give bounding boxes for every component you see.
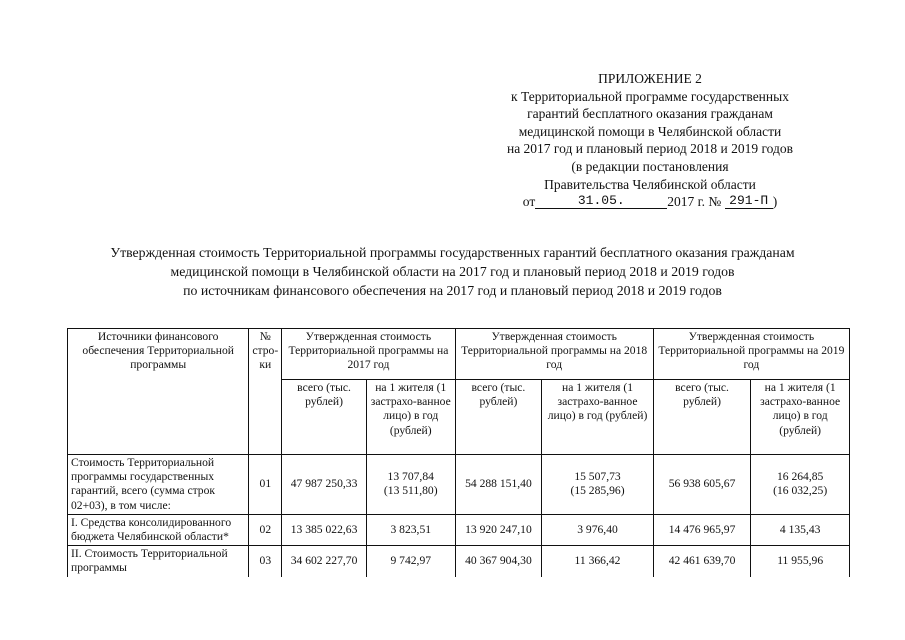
total-2017-cell: 47 987 250,33 <box>282 455 367 515</box>
per-capita-2017-cell: 3 823,51 <box>366 514 455 545</box>
header-per-capita-2018: на 1 жителя (1 застрахо-ванное лицо) в год (рублей) <box>542 380 654 455</box>
appendix-line-5: (в редакции постановления <box>571 158 729 174</box>
header-per-capita-2017: на 1 жителя (1 застрахо-ванное лицо) в год (рублей) <box>366 380 455 455</box>
cost-table <box>67 328 850 577</box>
appendix-line-3: медицинской помощи в Челябинской области <box>518 123 782 139</box>
row-number: 03 <box>249 546 282 577</box>
appendix-line-1: к Территориальной программе государственных <box>511 88 789 104</box>
per-capita-insured-value: (13 511,80) <box>383 484 438 498</box>
resolution-number: 291-П <box>725 194 773 209</box>
header-row-1 <box>68 329 850 380</box>
header-per-capita-2019: на 1 жителя (1 застрахо-ванное лицо) в год (рублей) <box>751 380 850 455</box>
header-year-2019: Утвержденная стоимость Территориальной программы на 2019 год <box>653 329 849 380</box>
total-2018-cell: 13 920 247,10 <box>455 514 542 545</box>
header-total-2018: всего (тыс. рублей) <box>455 380 542 455</box>
table-row <box>68 546 850 577</box>
total-2019-cell: 56 938 605,67 <box>653 455 751 515</box>
header-source: Источники финансового обеспечения Территориальной программы <box>68 329 249 455</box>
date-prefix: от <box>522 194 536 210</box>
close-paren: ) <box>772 194 778 210</box>
per-capita-value: 13 707,84 <box>387 470 434 484</box>
row-label: II. Стоимость Территориальной программы <box>68 546 249 577</box>
year-text: 2017 г. № <box>667 194 722 210</box>
per-capita-2019-cell: 4 135,43 <box>751 514 850 545</box>
appendix-line-4: на 2017 год и плановый период 2018 и 2019 годов <box>506 141 794 157</box>
header-total-2017: всего (тыс. рублей) <box>282 380 367 455</box>
per-capita-2017-cell <box>366 455 455 515</box>
total-2019-cell: 42 461 639,70 <box>653 546 751 577</box>
heading-line-2: медицинской помощи в Челябинской области на 2017 год и плановый период 2018 и 2019 годов <box>170 264 735 279</box>
header-row-no: № стро-ки <box>249 329 282 455</box>
table-row <box>68 514 850 545</box>
table-row <box>68 455 850 515</box>
per-capita-2017-cell: 9 742,97 <box>366 546 455 577</box>
per-capita-insured-value: (15 285,96) <box>570 484 625 498</box>
document-heading <box>40 243 865 300</box>
heading-line-1: Утвержденная стоимость Территориальной программы государственных гарантий бесплатного оказания гражданам <box>110 245 795 260</box>
resolution-date: 31.05. <box>535 194 667 209</box>
row-label: Стоимость Территориальной программы государственных гарантий, всего (сумма строк 02+03), в том числе: <box>68 455 249 515</box>
per-capita-value: 15 507,73 <box>574 470 621 484</box>
header-year-2017: Утвержденная стоимость Территориальной программы на 2017 год <box>282 329 455 380</box>
per-capita-2019-cell <box>751 455 850 515</box>
heading-line-3: по источникам финансового обеспечения на 2017 год и плановый период 2018 и 2019 годов <box>183 283 722 298</box>
total-2018-cell: 40 367 904,30 <box>455 546 542 577</box>
per-capita-2018-cell <box>542 455 654 515</box>
row-number: 02 <box>249 514 282 545</box>
per-capita-insured-value: (16 032,25) <box>773 484 828 498</box>
per-capita-2018-cell: 11 366,42 <box>542 546 654 577</box>
total-2017-cell: 13 385 022,63 <box>282 514 367 545</box>
row-number: 01 <box>249 455 282 515</box>
appendix-line-2: гарантий бесплатного оказания гражданам <box>527 106 773 122</box>
total-2017-cell: 34 602 227,70 <box>282 546 367 577</box>
per-capita-2019-cell: 11 955,96 <box>751 546 850 577</box>
appendix-block <box>470 70 830 211</box>
total-2018-cell: 54 288 151,40 <box>455 455 542 515</box>
header-total-2019: всего (тыс. рублей) <box>653 380 751 455</box>
row-label: I. Средства консолидированного бюджета Челябинской области* <box>68 514 249 545</box>
header-year-2018: Утвержденная стоимость Территориальной программы на 2018 год <box>455 329 653 380</box>
total-2019-cell: 14 476 965,97 <box>653 514 751 545</box>
appendix-title: ПРИЛОЖЕНИЕ 2 <box>598 71 702 86</box>
per-capita-2018-cell: 3 976,40 <box>542 514 654 545</box>
appendix-date-line <box>470 193 830 211</box>
per-capita-value: 16 264,85 <box>776 470 824 484</box>
appendix-line-6: Правительства Челябинской области <box>544 176 756 192</box>
